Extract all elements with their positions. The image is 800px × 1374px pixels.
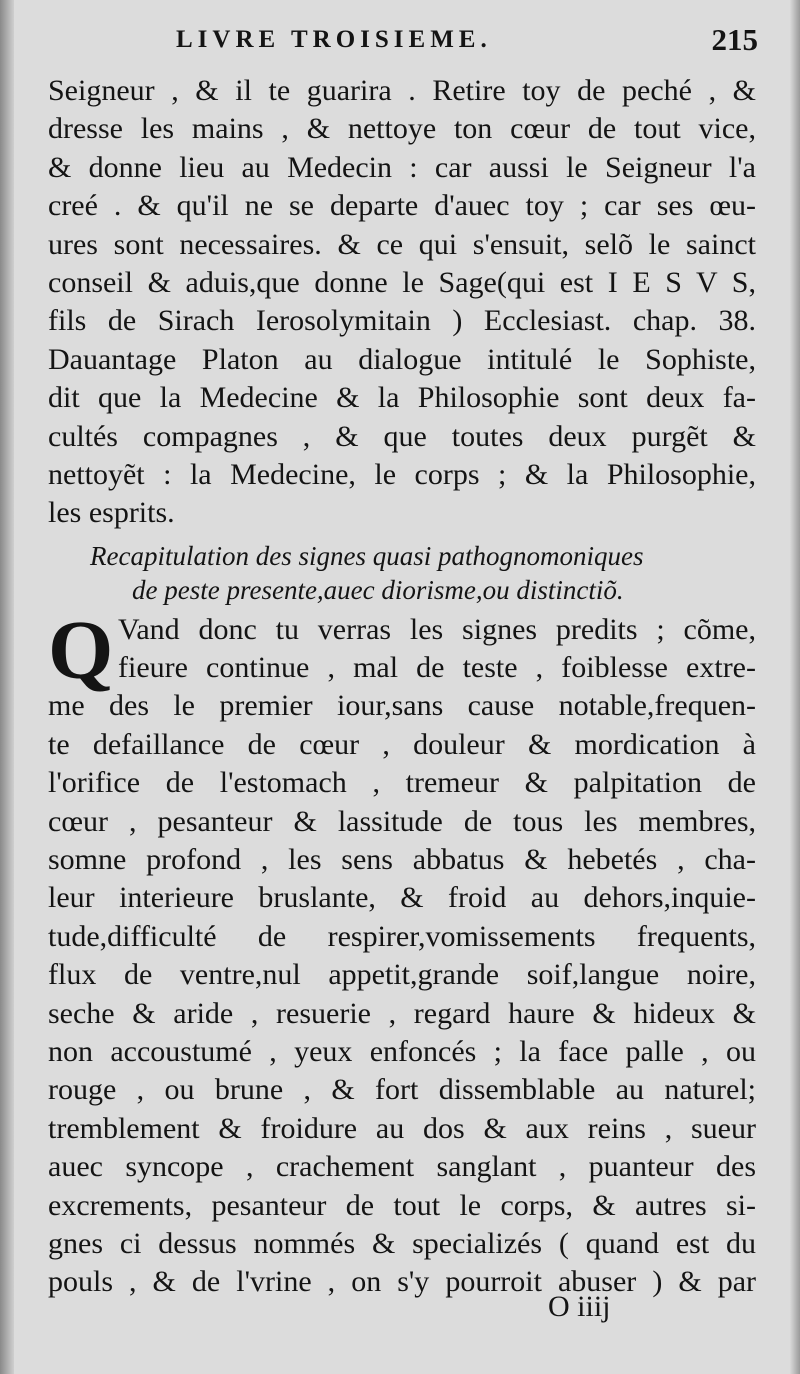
text-line: Seigneur , & il te guarira . Retire toy de peché , & [48, 74, 756, 107]
text-line: les esprits. [48, 496, 175, 530]
running-title: LIVRE TROISIEME. [176, 26, 492, 53]
drop-cap: Q [48, 603, 114, 697]
page-edge-right [790, 0, 800, 1374]
text-line: nettoyẽt : la Medecine, le corps ; & la Philosophie, [48, 457, 756, 491]
page-edge-left [0, 0, 14, 1374]
text-line: Dauantage Platon au dialogue intitulé le Sophiste, [48, 342, 756, 376]
paragraph-1 [48, 72, 756, 533]
text-line: cultés compagnes , & que toutes deux purgẽt & [48, 419, 756, 453]
text-line: flux de ventre,nul appetit,grande soif,langue noire, [48, 958, 756, 992]
paragraph-2 [48, 603, 756, 1302]
text-line: cœur , pesanteur & lassitude de tous les membres, [48, 804, 756, 838]
text-line: pouls , & de l'vrine , on s'y pourroit abuser ) & par [48, 1265, 756, 1299]
text-line: dit que la Medecine & la Philosophie sont deux fa- [48, 381, 756, 415]
page-header [48, 22, 760, 62]
text-line: me des le premier iour,sans cause notable,frequen- [48, 689, 756, 723]
text-line: creé . & qu'il ne se departe d'auec toy ; car ses œu- [48, 189, 756, 223]
text-line: auec syncope , crachement sanglant , puanteur des [48, 1150, 756, 1184]
page-number: 215 [711, 22, 758, 57]
text-line: conseil & aduis,que donne le Sage(qui est I E S V S, [48, 265, 756, 299]
text-line: & donne lieu au Medecin : car aussi le Seigneur l'a [48, 150, 756, 184]
text-line: dresse les mains , & nettoye ton cœur de tout vice, [48, 112, 756, 146]
signature-mark: O iiij [548, 1290, 611, 1323]
text-line: leur interieure bruslante, & froid au dehors,inquie- [48, 881, 756, 915]
text-line: gnes ci dessus nommés & specializés ( quand est du [48, 1226, 756, 1260]
text-line: te defaillance de cœur , douleur & mordication à [48, 727, 756, 761]
text-line: l'orifice de l'estomach , tremeur & palpitation de [48, 766, 756, 800]
text-line: seche & aride , resuerie , regard haure & hideux & [48, 996, 756, 1030]
section-heading [48, 539, 756, 607]
heading-line: Recapitulation des signes quasi pathognomoniques [90, 540, 644, 571]
text-line: excrements, pesanteur de tout le corps, & autres si- [48, 1188, 756, 1222]
heading-line: de peste presente,auec diorisme,ou distinctiõ. [132, 574, 624, 605]
text-line: non accoustumé , yeux enfoncés ; la face palle , ou [48, 1034, 756, 1068]
page-body [48, 72, 756, 1302]
text-line: fils de Sirach Ierosolymitain ) Ecclesiast. chap. 38. [48, 304, 756, 338]
text-line: tude,difficulté de respirer,vomissements frequents, [48, 919, 756, 953]
text-line: ures sont necessaires. & ce qui s'ensuit, selõ le sainct [48, 227, 756, 261]
text-line: fieure continue , mal de teste , foiblesse extre- [118, 651, 756, 685]
text-line: Vand donc tu verras les signes predits ; cõme, [118, 612, 756, 646]
text-line: somne profond , les sens abbatus & hebetés , cha- [48, 843, 756, 877]
text-line: rouge , ou brune , & fort dissemblable au naturel; [48, 1073, 756, 1107]
text-line: tremblement & froidure au dos & aux reins , sueur [48, 1111, 756, 1145]
